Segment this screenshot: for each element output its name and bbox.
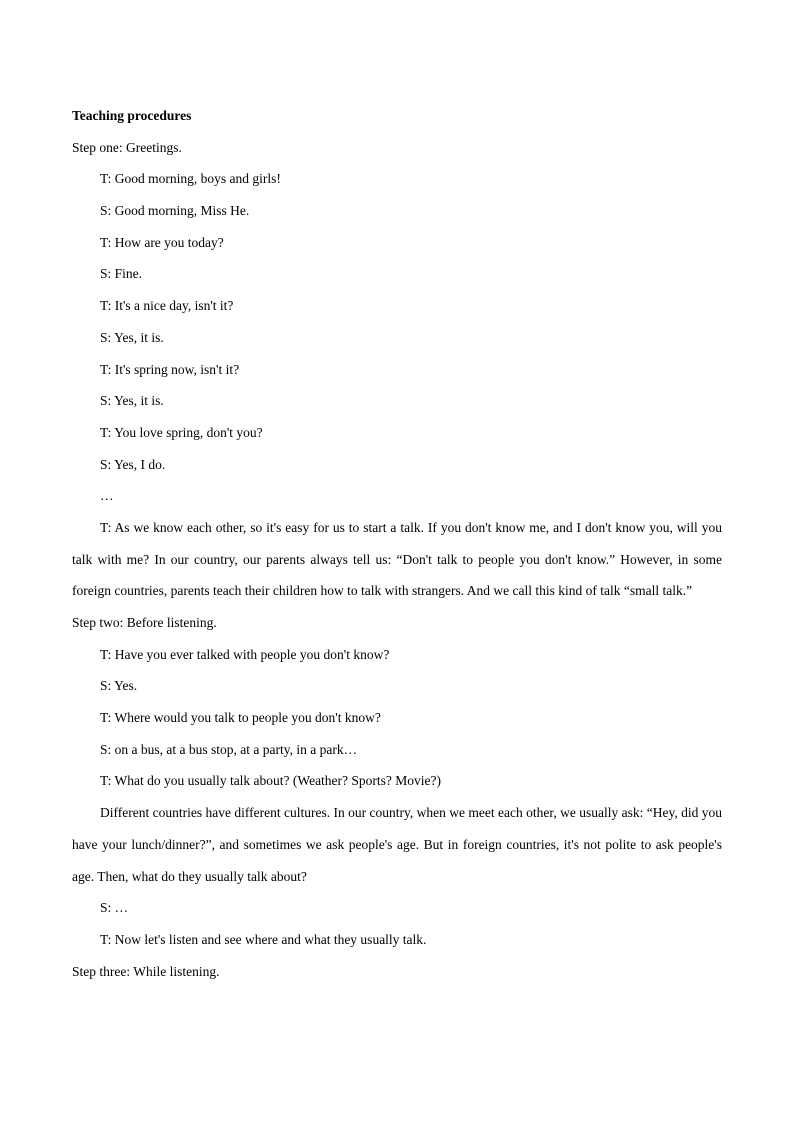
ellipsis-line: … xyxy=(100,488,114,504)
dialogue-line: T: You love spring, don't you? xyxy=(100,424,263,440)
dialogue-line: T: Have you ever talked with people you don't know? xyxy=(100,646,390,662)
document-page xyxy=(72,100,722,987)
dialogue-line: S: on a bus, at a bus stop, at a party, in a park… xyxy=(100,741,358,757)
step-one-paragraph: T: As we know each other, so it's easy for us to start a talk. If you don't know me, and I don't know you, will you talk with me? In our country, our parents always tell us: “Don't talk to people you don't know.” However, in some foreign countries, parents teach their children how to talk with strangers. And we call this kind of talk “small talk.” xyxy=(72,519,722,599)
dialogue-line: T: What do you usually talk about? (Weather? Sports? Movie?) xyxy=(100,773,442,789)
dialogue-line: T: Now let's listen and see where and what they usually talk. xyxy=(100,931,427,947)
step-three-heading: Step three: While listening. xyxy=(72,963,220,979)
dialogue-line: S: Fine. xyxy=(100,266,143,282)
dialogue-line: T: It's spring now, isn't it? xyxy=(100,361,240,377)
step-two-paragraph: Different countries have different cultures. In our country, when we meet each other, we usually ask: “Hey, did you have your lunch/dinner?”, and sometimes we ask people's age. But in foreign countries, it's not polite to ask people's age. Then, what do they usually talk about? xyxy=(72,805,722,884)
step-one-heading: Step one: Greetings. xyxy=(72,139,182,155)
dialogue-line: T: Good morning, boys and girls! xyxy=(100,171,281,187)
dialogue-line: S: … xyxy=(100,900,129,916)
step-two-heading: Step two: Before listening. xyxy=(72,615,217,631)
dialogue-line: S: Yes. xyxy=(100,678,138,694)
dialogue-line: T: How are you today? xyxy=(100,234,224,250)
dialogue-line: S: Yes, it is. xyxy=(100,393,164,409)
document-title: Teaching procedures xyxy=(72,108,192,123)
dialogue-line: T: Where would you talk to people you don't know? xyxy=(100,710,381,726)
dialogue-line: S: Yes, I do. xyxy=(100,456,166,472)
dialogue-line: S: Yes, it is. xyxy=(100,329,164,345)
dialogue-line: T: It's a nice day, isn't it? xyxy=(100,298,234,314)
dialogue-line: S: Good morning, Miss He. xyxy=(100,203,250,219)
